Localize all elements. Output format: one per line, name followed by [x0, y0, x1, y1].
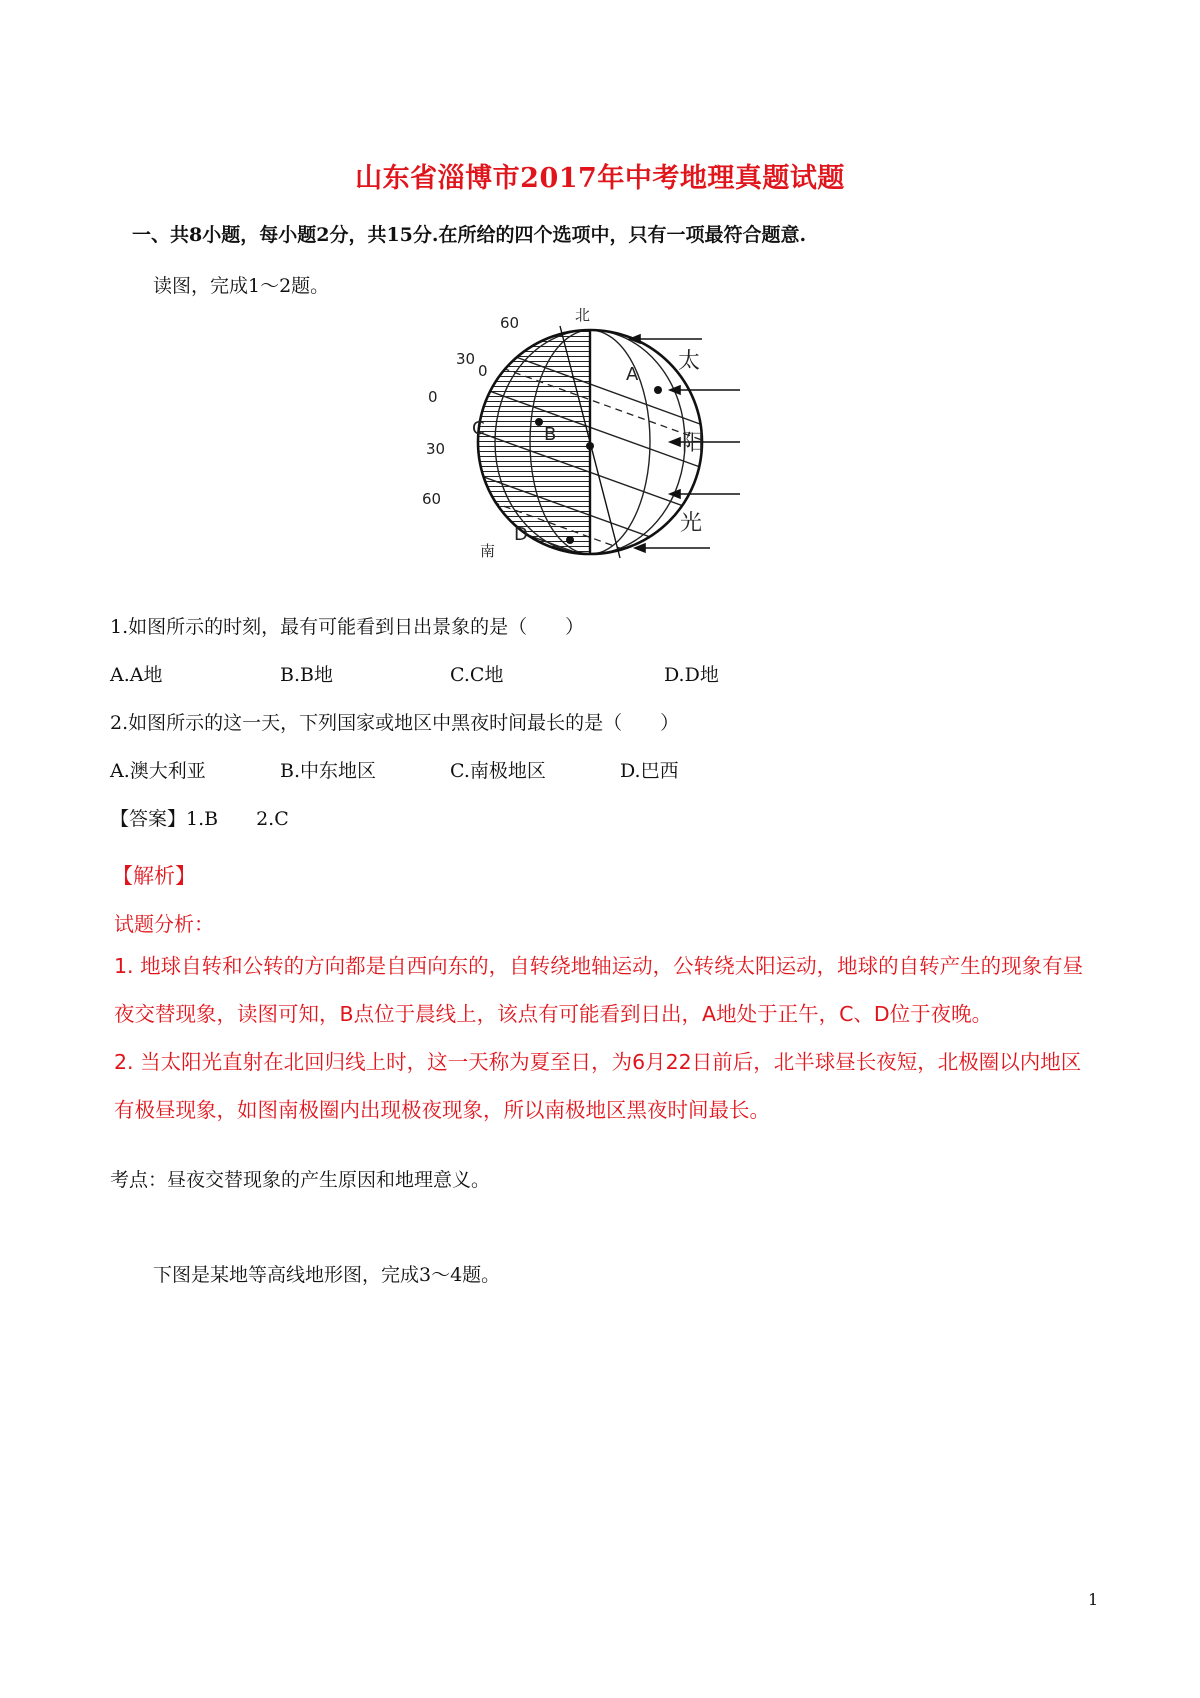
sun-label-yang: 阳 [682, 431, 705, 456]
analysis-label: 【解析】 [112, 864, 196, 888]
pole-label-north: 北 [575, 306, 591, 324]
section-heading: 一、共8小题，每小题2分，共15分.在所给的四个选项中，只有一项最符合题意. [132, 224, 807, 246]
earth-illumination-figure [422, 304, 780, 594]
answer-line: 【答案】1.B 2.C [110, 808, 289, 830]
point-label-d: D [514, 524, 528, 545]
q2-option-a: A.澳大利亚 [110, 760, 206, 782]
page-title: 山东省淄博市2017年中考地理真题试题 [355, 163, 845, 194]
analysis-point-2: 2. 当太阳光直射在北回归线上时，这一天称为夏至日，为6月22日前后，北半球昼长夜短，北极圈以内地区有极昼现象，如图南极圈内出现极夜现象，所以南极地区黑夜时间最长。 [114, 1050, 1082, 1122]
q1-option-b: B.B地 [280, 664, 333, 686]
kaodian-line: 考点：昼夜交替现象的产生原因和地理意义。 [110, 1169, 491, 1191]
q1-option-a: A.A地 [110, 664, 163, 686]
point-label-a: A [626, 364, 639, 385]
lat-label-0: 0 [428, 388, 438, 406]
lat-label-30n: 30 [456, 350, 476, 368]
analysis-sub-label: 试题分析： [114, 912, 214, 936]
inner-lat-label: 0 [478, 362, 488, 380]
q1-option-c: C.C地 [450, 664, 504, 686]
page-number: 1 [1088, 1590, 1099, 1609]
question-intro-3-4: 下图是某地等高线地形图，完成3～4题。 [153, 1264, 501, 1286]
question-2-stem: 2.如图所示的这一天，下列国家或地区中黑夜时间最长的是（ ） [110, 712, 680, 734]
q2-option-c: C.南极地区 [450, 760, 546, 782]
q2-option-b: B.中东地区 [280, 760, 377, 782]
lat-label-30s: 30 [426, 440, 446, 458]
pole-label-south: 南 [480, 542, 496, 560]
point-label-c: C [472, 418, 485, 439]
q1-option-d: D.D地 [664, 664, 719, 686]
question-intro: 读图，完成1～2题。 [153, 275, 330, 297]
sun-label-guang: 光 [680, 511, 703, 536]
analysis-point-1: 1. 地球自转和公转的方向都是自西向东的，自转绕地轴运动，公转绕太阳运动，地球的自转产生的现象有昼夜交替现象，读图可知，B点位于晨线上，该点有可能看到日出，A地处于正午，C、D位于夜晚。 [114, 954, 1084, 1026]
lat-label-60s: 60 [422, 490, 442, 508]
sun-label-tai: 太 [678, 349, 701, 374]
point-label-b: B [544, 424, 557, 445]
lat-label-60n: 60 [500, 314, 520, 332]
q2-option-d: D.巴西 [620, 760, 679, 782]
question-1-stem: 1.如图所示的时刻，最有可能看到日出景象的是（ ） [110, 616, 585, 638]
